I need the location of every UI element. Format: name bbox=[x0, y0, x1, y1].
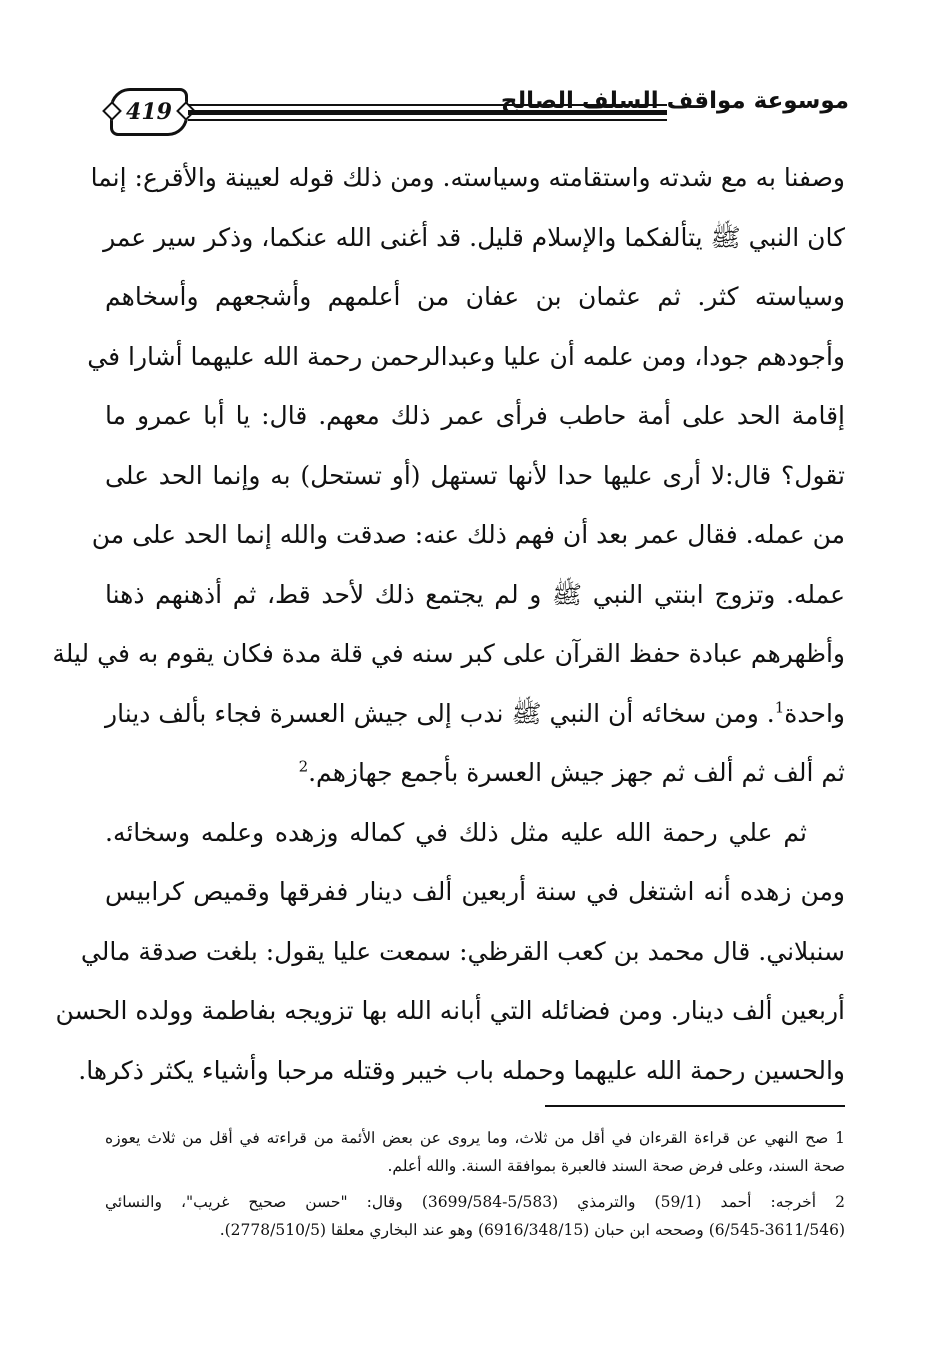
text-line: كان النبي ﷺ يتألفكما والإسلام قليل. قد أغنى الله عنكما، وذكر سير عمر bbox=[103, 222, 845, 252]
text-span: . ومن سخائه أن النبي ﷺ ندب إلى جيش العسرة فجاء بألف دينار bbox=[105, 698, 775, 728]
page-number: 419 bbox=[126, 99, 172, 125]
footnote-ref-2[interactable]: 2 bbox=[298, 757, 309, 776]
text-line: وأجودهم جودا، ومن علمه أن عليا وعبدالرحمن رحمة الله عليهما أشارا في bbox=[87, 341, 845, 371]
page-number-badge bbox=[110, 88, 188, 136]
text-line-with-footnote-2 bbox=[105, 743, 845, 803]
text-line: عمله. وتزوج ابنتي النبي ﷺ و لم يجتمع ذلك لأحد قط، ثم أذهنهم ذهنا bbox=[105, 579, 845, 609]
footnote-ref-1[interactable]: 1 bbox=[774, 698, 785, 717]
text-line: أربعين ألف دينار. ومن فضائله التي أبانه الله بها تزويجه بفاطمة وولده الحسن bbox=[55, 996, 845, 1025]
text-span: واحدة bbox=[784, 698, 845, 728]
page-header bbox=[96, 78, 849, 140]
running-title: موسوعة مواقف السلف الصالح bbox=[500, 88, 849, 114]
footnote-gap bbox=[105, 1180, 845, 1188]
footnote-1-line: 1 صح النهي عن قراءة القرءان في أقل من ثلاث، وما يروى عن بعض الأئمة من قراءته في أقل من ثلاث يعوزه bbox=[105, 1129, 845, 1147]
text-line-paragraph-start: ثم علي رحمة الله عليه مثل ذلك في كماله وزهده وعلمه وسخائه. bbox=[105, 817, 807, 847]
header-rule-thin-bottom bbox=[188, 119, 667, 121]
footnote-2-line: 2 أخرجه: أحمد (59/1) والترمذي (5/583-3699/584) وقال: "حسن صحيح غريب"، والنسائي bbox=[105, 1193, 845, 1211]
text-line: إقامة الحد على أمة حاطب فرأى عمر ذلك معهم. قال: يا أبا عمرو ما bbox=[105, 401, 845, 430]
footnote-1-line: صحة السند، وعلى فرض صحة السند فالعبرة بموافقة السنة. والله أعلم. bbox=[387, 1157, 845, 1175]
footnote-separator bbox=[545, 1105, 845, 1107]
text-line: من عمله. فقال عمر بعد أن فهم ذلك عنه: صدقت والله إنما الحد على من bbox=[91, 520, 845, 549]
text-line-with-footnote-1 bbox=[105, 684, 845, 744]
text-span: ثم ألف ثم ألف ثم جهز جيش العسرة بأجمع جهازهم. bbox=[308, 758, 845, 787]
text-line: ومن زهده أنه اشتغل في سنة أربعين ألف دينار ففرقها وقميص كرابيس bbox=[105, 877, 845, 906]
text-line: والحسين رحمة الله عليهما وحمله باب خيبر وقتله مرحبا وأشياء يكثر ذكرها. bbox=[78, 1055, 845, 1085]
text-line: تقول؟ قال:لا أرى عليها حدا لأنها تستهل (أو تستحل) به وإنما الحد على bbox=[105, 460, 845, 490]
text-line: سنبلاني. قال محمد بن كعب القرظي: سمعت عليا يقول: بلغت صدقة مالي bbox=[80, 936, 845, 966]
text-line: وصفنا به مع شدته واستقامته وسياسته. ومن ذلك قوله لعيينة والأقرع: إنما bbox=[90, 163, 845, 192]
main-text bbox=[52, 148, 845, 1100]
footnotes bbox=[105, 1124, 845, 1244]
text-line: وسياسته كثر. ثم عثمان بن عفان من أعلمهم وأشجعهم وأسخاهم bbox=[105, 282, 845, 311]
footnote-2-line: (6/545-3611/546) وصححه ابن حبان (6916/348/15) وهو عند البخاري معلقا (2778/510/5). bbox=[219, 1221, 845, 1239]
text-line: وأظهرهم عبادة حفظ القرآن على كبر سنه في قلة مدة فكان يقوم به في ليلة bbox=[52, 639, 845, 668]
